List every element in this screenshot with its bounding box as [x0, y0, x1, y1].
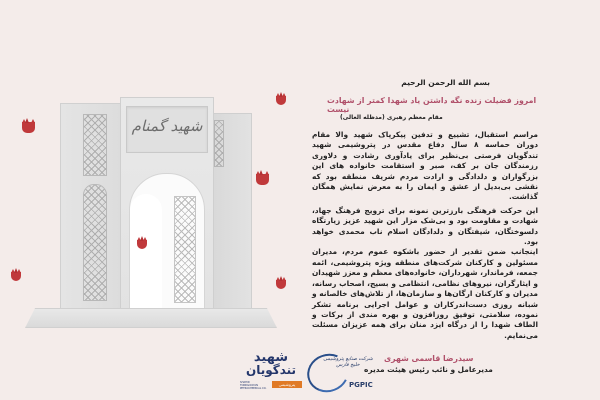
- lattice-pattern: [83, 184, 107, 301]
- lattice-pattern: [83, 114, 107, 176]
- message-paragraph: مراسم استقبال، تشییع و تدفین پیکرپاک شهید والا مقام دوران حماسه ۸ سال دفاع مقدس در پتروشیمی شهید تندگویان فرصتی بی‌نظیر برای یادآوری رشادت و دلاوری رزمندگان جان بر کف، صبر و استقامت خانواده های این بزرگواران و دلدادگی و ارادت مردم شریف منطقه بود که نقشی بی‌بدیل از عشق و ایمان را به معرض نمایش همگان گذاشت.: [312, 130, 538, 202]
- monument-left-wing: [60, 103, 124, 310]
- bismillah-heading: بسم الله الرحمن الرحیم: [401, 78, 490, 87]
- tulip-icon: [256, 174, 269, 185]
- pgpic-persian-name: شرکت صنایع پتروشیمی خلیج فارس: [323, 356, 373, 368]
- message-column: [312, 78, 538, 374]
- martyr-monument-illustration: [55, 95, 275, 335]
- pgpic-english-name: PGPIC: [349, 381, 373, 389]
- monument-plaque: [126, 106, 208, 153]
- logo-subtitle: SHAHID TONDGOOYAN PETROCHEMICAL CO.: [240, 381, 267, 390]
- shahid-tondgooyan-logo: [240, 351, 302, 395]
- tulip-icon: [276, 280, 286, 289]
- logo-line2: تندگویان: [245, 363, 297, 377]
- leader-quote: امروز فضیلت زنده نگه داشتن یاد شهدا کمتر از شهادت نیست: [327, 96, 537, 114]
- tulip-icon: [276, 96, 286, 105]
- signature-name: سیدرضا قاسمی شهری: [384, 354, 474, 364]
- message-paragraph: این حرکت فرهنگی بارزترین نمونه برای ترویج فرهنگ جهاد، شهادت و مقاومت بود و بی‌شک مزار این شهید عزیز زیارتگاه دلسوختگان، شیفتگان و دلدادگان اسلام ناب محمدی خواهد بود.: [312, 205, 538, 247]
- lattice-pattern: [214, 120, 224, 167]
- logo-badge: پتروشیمی: [272, 381, 302, 388]
- quote-source: مقام معظم رهبری (مدظله العالی): [340, 114, 443, 121]
- plaque-calligraphy: شهید گمنام: [131, 117, 203, 135]
- logo-line1: شهید: [253, 350, 289, 365]
- tulip-icon: [11, 272, 21, 281]
- pgpic-logo: [305, 350, 377, 394]
- tulip-icon: [22, 122, 35, 133]
- message-paragraph: اینجانب ضمن تقدیر از حضور باشکوه عموم مردم، مدیران مسئولین و کارکنان شرکت‌های منطقه ویژه پتروشیمی، ائمه جمعه، فرماندار، شهرداران، خانواده‌های معظم و معزز شهیدان و ایثارگران، نیروهای نظامی، انتظامی و بسیج، اصحاب رسانه، مدیران و کارکنان ارگان‌ها و سازمان‌ها، از تلاش‌های خالصانه و شبانه روزی دست‌اندرکاران و عوامل اجرایی برنامه تشکر نموده، سلامتی، توفیق روزافزون و بهره مندی از برکات و الطاف شهدا را از درگاه ایزد منان برای همه عزیزان مسئلت می‌نمایم.: [312, 247, 538, 340]
- arch-light: [130, 194, 162, 316]
- signature-title: مدیرعامل و نائب رئیس هیئت مدیره: [364, 365, 493, 375]
- monument-center-block: [120, 97, 214, 319]
- monument-base: [25, 308, 277, 328]
- lattice-pattern: [174, 196, 196, 303]
- monument-right-wing: [210, 113, 252, 310]
